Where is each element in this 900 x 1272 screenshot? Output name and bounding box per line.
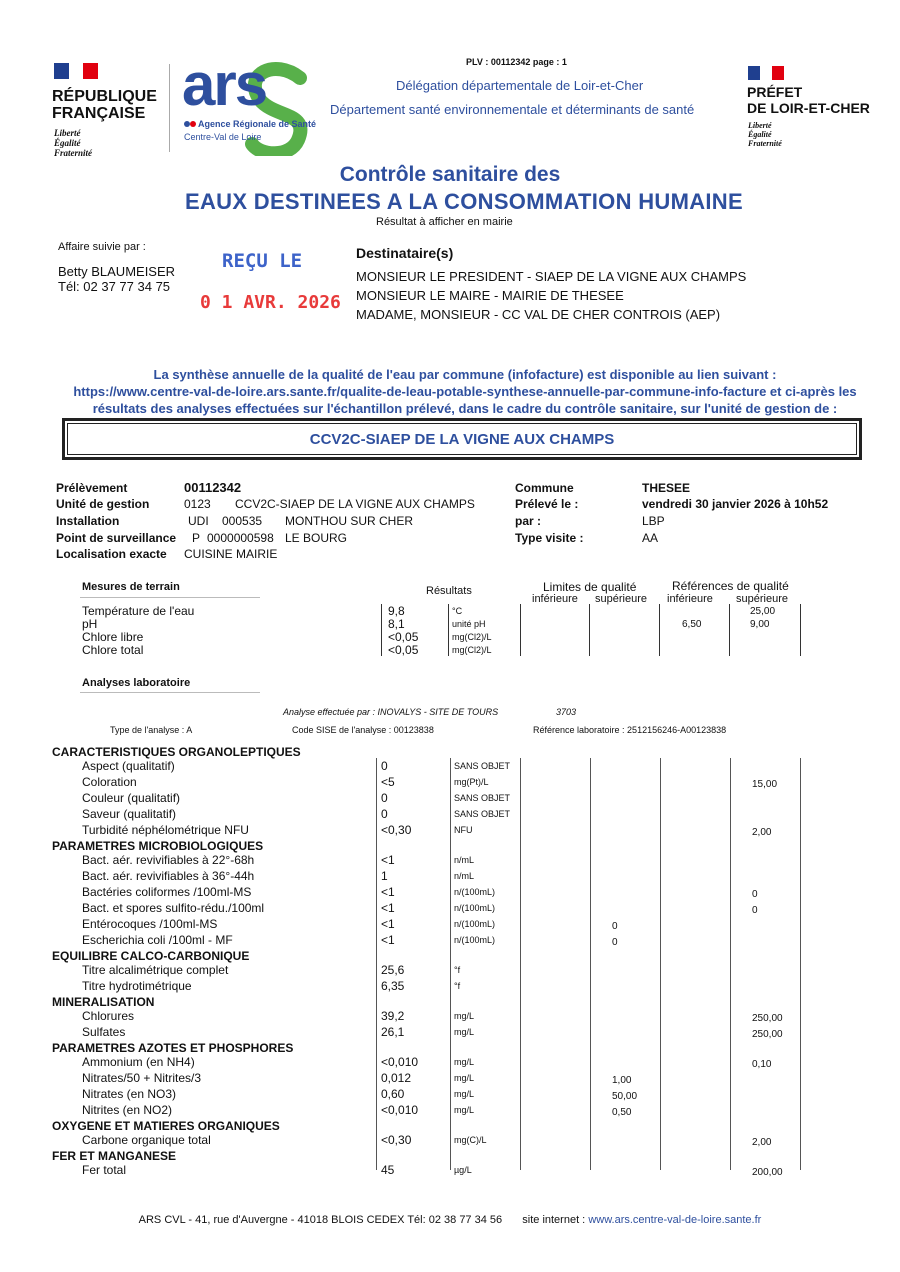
recipient-item: MADAME, MONSIEUR - CC VAL DE CHER CONTROIS (AEP) bbox=[356, 307, 721, 322]
received-stamp-date: 0 1 AVR. 2026 bbox=[200, 292, 341, 313]
analysis-ref-sup: 0,10 bbox=[752, 1059, 772, 1070]
installation-code: 000535 bbox=[222, 514, 263, 528]
analysis-unit: n/(100mL) bbox=[454, 935, 496, 945]
labo-sise: Code SISE de l'analyse : 00123838 bbox=[292, 725, 434, 735]
analysis-param: Nitrates/50 + Nitrites/3 bbox=[82, 1071, 202, 1085]
category-heading: EQUILIBRE CALCO-CARBONIQUE bbox=[52, 949, 250, 963]
analysis-param: Fer total bbox=[82, 1163, 127, 1177]
contact-name: Betty BLAUMEISER bbox=[58, 264, 176, 279]
analysis-param: Sulfates bbox=[82, 1025, 126, 1039]
received-stamp bbox=[222, 250, 302, 272]
terrain-ref-sup: 9,00 bbox=[750, 619, 770, 630]
analysis-param: Escherichia coli /100ml - MF bbox=[82, 933, 233, 947]
terrain-value: <0,05 bbox=[388, 643, 419, 657]
analysis-value: <1 bbox=[381, 917, 395, 931]
analysis-value: 6,35 bbox=[381, 979, 405, 993]
delegation: Délégation départementale de Loir-et-Cher bbox=[396, 78, 644, 93]
category-heading: PARAMETRES AZOTES ET PHOSPHORES bbox=[52, 1041, 294, 1055]
analysis-param: Bact. et spores sulfito-rédu./100ml bbox=[82, 901, 265, 915]
labo-effectuee-code: 3703 bbox=[556, 707, 577, 717]
analysis-unit: mg/L bbox=[454, 1057, 475, 1067]
column-divider bbox=[589, 604, 590, 656]
commune-value: THESEE bbox=[642, 481, 691, 495]
results-header: Résultats bbox=[426, 585, 472, 597]
analysis-value: <0,010 bbox=[381, 1055, 419, 1069]
terrain-unit: mg(Cl2)/L bbox=[452, 645, 492, 655]
category-heading: CARACTERISTIQUES ORGANOLEPTIQUES bbox=[52, 745, 301, 759]
limites-inf-header: inférieure bbox=[532, 593, 578, 605]
labo-title-underline bbox=[80, 692, 260, 693]
analysis-ref-sup: 250,00 bbox=[752, 1029, 783, 1040]
analysis-param: Coloration bbox=[82, 775, 137, 789]
column-divider bbox=[659, 604, 660, 656]
analysis-unit: µg/L bbox=[454, 1165, 472, 1175]
prelevement-value: 00112342 bbox=[184, 480, 242, 495]
prefet: PRÉFET DE LOIR-ET-CHER bbox=[747, 84, 870, 116]
analysis-limit-sup: 0 bbox=[612, 937, 618, 948]
labo-effectuee: Analyse effectuée par : INOVALYS - SITE DE TOURS bbox=[283, 707, 499, 717]
analysis-value: 0 bbox=[381, 791, 388, 805]
terrain-title-underline bbox=[80, 597, 260, 598]
category-heading: OXYGENE ET MATIERES ORGANIQUES bbox=[52, 1119, 280, 1133]
french-flag-icon bbox=[748, 66, 784, 80]
unite-name: CCV2C-SIAEP DE LA VIGNE AUX CHAMPS bbox=[235, 497, 475, 511]
ars-agency: Agence Régionale de Santé bbox=[184, 119, 316, 129]
installation-name: MONTHOU SUR CHER bbox=[285, 514, 413, 528]
analysis-value: <5 bbox=[381, 775, 395, 789]
installation-type: UDI bbox=[188, 514, 209, 528]
column-divider bbox=[800, 604, 801, 656]
recipient-item: MONSIEUR LE MAIRE - MAIRIE DE THESEE bbox=[356, 288, 624, 303]
analysis-value: 0 bbox=[381, 759, 388, 773]
column-divider bbox=[590, 758, 591, 1170]
unite-code: 0123 bbox=[184, 497, 211, 511]
installation-label: Installation bbox=[56, 514, 120, 528]
analysis-ref-sup: 0 bbox=[752, 889, 758, 900]
column-divider bbox=[520, 604, 521, 656]
info-text: La synthèse annuelle de la qualité de l'eau par commune (infofacture) est disponible au lien suivant : https://www.centre-val-de-loire.ars.sante.fr/qualite-de-leau-potable-synthese-annuelle-par-commune-info-facture et ci-après les résultats des analyses effectuées sur l'échantillon prélevé, dans le cadre du contrôle sanitaire, sur l'unité de gestion de : bbox=[0, 366, 900, 417]
analysis-unit: mg/L bbox=[454, 1011, 475, 1021]
terrain-value: 8,1 bbox=[388, 617, 405, 631]
analysis-ref-sup: 15,00 bbox=[752, 779, 778, 790]
recipient-item: MONSIEUR LE PRESIDENT - SIAEP DE LA VIGNE AUX CHAMPS bbox=[356, 269, 747, 284]
ars-logo-text: ars bbox=[182, 51, 267, 118]
analysis-param: Nitrites (en NO2) bbox=[82, 1103, 173, 1117]
prefet-motto: Liberté Égalité Fraternité bbox=[748, 121, 782, 148]
analysis-param: Bactéries coliformes /100ml-MS bbox=[82, 885, 252, 899]
localisation-value: CUISINE MAIRIE bbox=[184, 547, 278, 561]
footer-address: ARS CVL - 41, rue d'Auvergne - 41018 BLOIS CEDEX Tél: 02 38 77 34 56 bbox=[138, 1214, 503, 1226]
analysis-unit: n/(100mL) bbox=[454, 887, 496, 897]
analysis-unit: mg/L bbox=[454, 1089, 475, 1099]
analysis-value: <0,30 bbox=[381, 823, 412, 837]
title-line2: EAUX DESTINEES A LA CONSOMMATION HUMAINE bbox=[185, 189, 743, 214]
point-label: Point de surveillance bbox=[56, 531, 177, 545]
par-value: LBP bbox=[642, 514, 665, 528]
departement: Département santé environnementale et déterminants de santé bbox=[330, 102, 695, 117]
analysis-value: 45 bbox=[381, 1163, 395, 1177]
terrain-ref-sup: 25,00 bbox=[750, 606, 776, 617]
analysis-value: <0,010 bbox=[381, 1103, 419, 1117]
analysis-param: Bact. aér. revivifiables à 22°-68h bbox=[82, 853, 255, 867]
analysis-param: Titre hydrotimétrique bbox=[82, 979, 192, 993]
analysis-unit: NFU bbox=[454, 825, 473, 835]
ars-region: Centre-Val de Loire bbox=[184, 132, 262, 142]
column-divider bbox=[730, 758, 731, 1170]
analysis-param: Bact. aér. revivifiables à 36°-44h bbox=[82, 869, 255, 883]
analysis-value: 25,6 bbox=[381, 963, 405, 977]
analysis-value: 0 bbox=[381, 807, 388, 821]
analysis-unit: n/(100mL) bbox=[454, 903, 496, 913]
references-header: Références de qualité bbox=[672, 579, 789, 593]
labo-type: Type de l'analyse : A bbox=[110, 725, 193, 735]
terrain-param: Chlore libre bbox=[82, 630, 144, 644]
analysis-unit: n/mL bbox=[454, 871, 475, 881]
analysis-param: Nitrates (en NO3) bbox=[82, 1087, 177, 1101]
analysis-limit-sup: 50,00 bbox=[612, 1091, 638, 1102]
column-divider bbox=[450, 758, 451, 1170]
analysis-unit: °f bbox=[454, 981, 461, 991]
terrain-ref-inf: 6,50 bbox=[682, 619, 702, 630]
column-divider bbox=[660, 758, 661, 1170]
analysis-param: Ammonium (en NH4) bbox=[82, 1055, 195, 1069]
analysis-unit: SANS OBJET bbox=[454, 793, 511, 803]
references-sup-header: supérieure bbox=[736, 593, 788, 605]
terrain-param: Température de l'eau bbox=[82, 604, 195, 618]
analysis-value: 26,1 bbox=[381, 1025, 405, 1039]
terrain-value: 9,8 bbox=[388, 604, 405, 618]
column-divider bbox=[520, 758, 521, 1170]
analysis-value: 39,2 bbox=[381, 1009, 405, 1023]
column-divider bbox=[729, 604, 730, 656]
title-subtitle: Résultat à afficher en mairie bbox=[376, 216, 513, 228]
analysis-value: <0,30 bbox=[381, 1133, 412, 1147]
analysis-value: <1 bbox=[381, 853, 395, 867]
footer bbox=[0, 1214, 900, 1226]
contact-label: Affaire suivie par : bbox=[58, 241, 146, 253]
analysis-param: Couleur (qualitatif) bbox=[82, 791, 181, 805]
terrain-value: <0,05 bbox=[388, 630, 419, 644]
title-line1: Contrôle sanitaire des bbox=[339, 163, 561, 186]
category-heading: FER ET MANGANESE bbox=[52, 1149, 177, 1163]
analysis-limit-sup: 1,00 bbox=[612, 1075, 632, 1086]
analysis-ref-sup: 2,00 bbox=[752, 1137, 772, 1148]
terrain-param: Chlore total bbox=[82, 643, 144, 657]
preleve-label: Prélevé le : bbox=[515, 497, 579, 511]
unite-label: Unité de gestion bbox=[56, 497, 150, 511]
unit-title-box bbox=[62, 418, 862, 460]
analysis-param: Entérocoques /100ml-MS bbox=[82, 917, 218, 931]
analysis-unit: mg/L bbox=[454, 1073, 475, 1083]
analysis-unit: n/mL bbox=[454, 855, 475, 865]
category-heading: MINERALISATION bbox=[52, 995, 155, 1009]
analysis-unit: SANS OBJET bbox=[454, 761, 511, 771]
analysis-param: Saveur (qualitatif) bbox=[82, 807, 177, 821]
analysis-unit: n/(100mL) bbox=[454, 919, 496, 929]
analysis-unit: mg(Pt)/L bbox=[454, 777, 489, 787]
analysis-unit: mg/L bbox=[454, 1027, 475, 1037]
terrain-unit: mg(Cl2)/L bbox=[452, 632, 492, 642]
visite-value: AA bbox=[642, 531, 659, 545]
terrain-unit: unité pH bbox=[452, 619, 486, 629]
republique-motto: Liberté Égalité Fraternité bbox=[54, 128, 93, 158]
recipients-label: Destinataire(s) bbox=[356, 245, 454, 261]
recipients-list bbox=[356, 267, 746, 324]
labo-reference: Référence laboratoire : 2512156246-A00123838 bbox=[533, 725, 727, 735]
point-type: P bbox=[192, 531, 201, 545]
analysis-limit-sup: 0 bbox=[612, 921, 618, 932]
analysis-value: <1 bbox=[381, 933, 395, 947]
analysis-limit-sup: 0,50 bbox=[612, 1107, 632, 1118]
analysis-value: 0,012 bbox=[381, 1071, 412, 1085]
column-divider bbox=[800, 758, 801, 1170]
analysis-ref-sup: 200,00 bbox=[752, 1167, 783, 1178]
limites-sup-header: supérieure bbox=[595, 593, 647, 605]
analysis-unit: mg(C)/L bbox=[454, 1135, 487, 1145]
column-divider bbox=[376, 758, 377, 1170]
analysis-param: Titre alcalimétrique complet bbox=[82, 963, 229, 977]
analysis-ref-sup: 2,00 bbox=[752, 827, 772, 838]
french-flag-icon bbox=[54, 63, 98, 79]
column-divider bbox=[448, 604, 449, 656]
par-label: par : bbox=[515, 514, 542, 528]
terrain-title: Mesures de terrain bbox=[82, 581, 180, 593]
analysis-value: <1 bbox=[381, 901, 395, 915]
analysis-param: Carbone organique total bbox=[82, 1133, 211, 1147]
labo-title: Analyses laboratoire bbox=[82, 677, 191, 689]
analysis-value: 1 bbox=[381, 869, 388, 883]
limites-header: Limites de qualité bbox=[543, 580, 637, 594]
infofacture-link[interactable]: https://www.centre-val-de-loire.ars.sante.fr/qualite-de-leau-potable-synthese-annuelle-par-commune-info-facture et ci-après les bbox=[73, 384, 857, 399]
ars-logo bbox=[180, 51, 330, 156]
analysis-value: <1 bbox=[381, 885, 395, 899]
prelevement-label: Prélèvement bbox=[56, 481, 128, 495]
terrain-unit: °C bbox=[452, 606, 463, 616]
point-code: 0000000598 bbox=[207, 531, 274, 545]
ars-dot-icon bbox=[190, 121, 196, 127]
point-name: LE BOURG bbox=[285, 531, 348, 545]
analysis-ref-sup: 0 bbox=[752, 905, 758, 916]
terrain-param: pH bbox=[82, 617, 98, 631]
references-inf-header: inférieure bbox=[667, 593, 713, 605]
analysis-unit: mg/L bbox=[454, 1105, 475, 1115]
visite-label: Type visite : bbox=[515, 531, 584, 545]
footer-site-link[interactable]: www.ars.centre-val-de-loire.sante.fr bbox=[588, 1214, 762, 1226]
localisation-label: Localisation exacte bbox=[56, 547, 167, 561]
analysis-param: Aspect (qualitatif) bbox=[82, 759, 175, 773]
received-stamp-title: REÇU LE bbox=[222, 250, 303, 272]
plv-number: PLV : 00112342 page : 1 bbox=[466, 57, 567, 67]
contact-tel: Tél: 02 37 77 34 75 bbox=[58, 279, 171, 294]
category-heading: PARAMETRES MICROBIOLOGIQUES bbox=[52, 839, 264, 853]
footer-site-label: site internet : bbox=[522, 1214, 589, 1226]
analysis-value: 0,60 bbox=[381, 1087, 405, 1101]
unit-title: CCV2C-SIAEP DE LA VIGNE AUX CHAMPS bbox=[309, 431, 615, 448]
column-divider bbox=[381, 604, 382, 656]
analysis-param: Turbidité néphélométrique NFU bbox=[82, 823, 249, 837]
analysis-unit: SANS OBJET bbox=[454, 809, 511, 819]
republique-francaise: RÉPUBLIQUE FRANÇAISE bbox=[52, 88, 157, 122]
analysis-ref-sup: 250,00 bbox=[752, 1013, 783, 1024]
preleve-value: vendredi 30 janvier 2026 à 10h52 bbox=[642, 497, 829, 511]
divider-line bbox=[169, 64, 170, 152]
commune-label: Commune bbox=[515, 481, 574, 495]
analysis-param: Chlorures bbox=[82, 1009, 135, 1023]
analysis-unit: °f bbox=[454, 965, 461, 975]
